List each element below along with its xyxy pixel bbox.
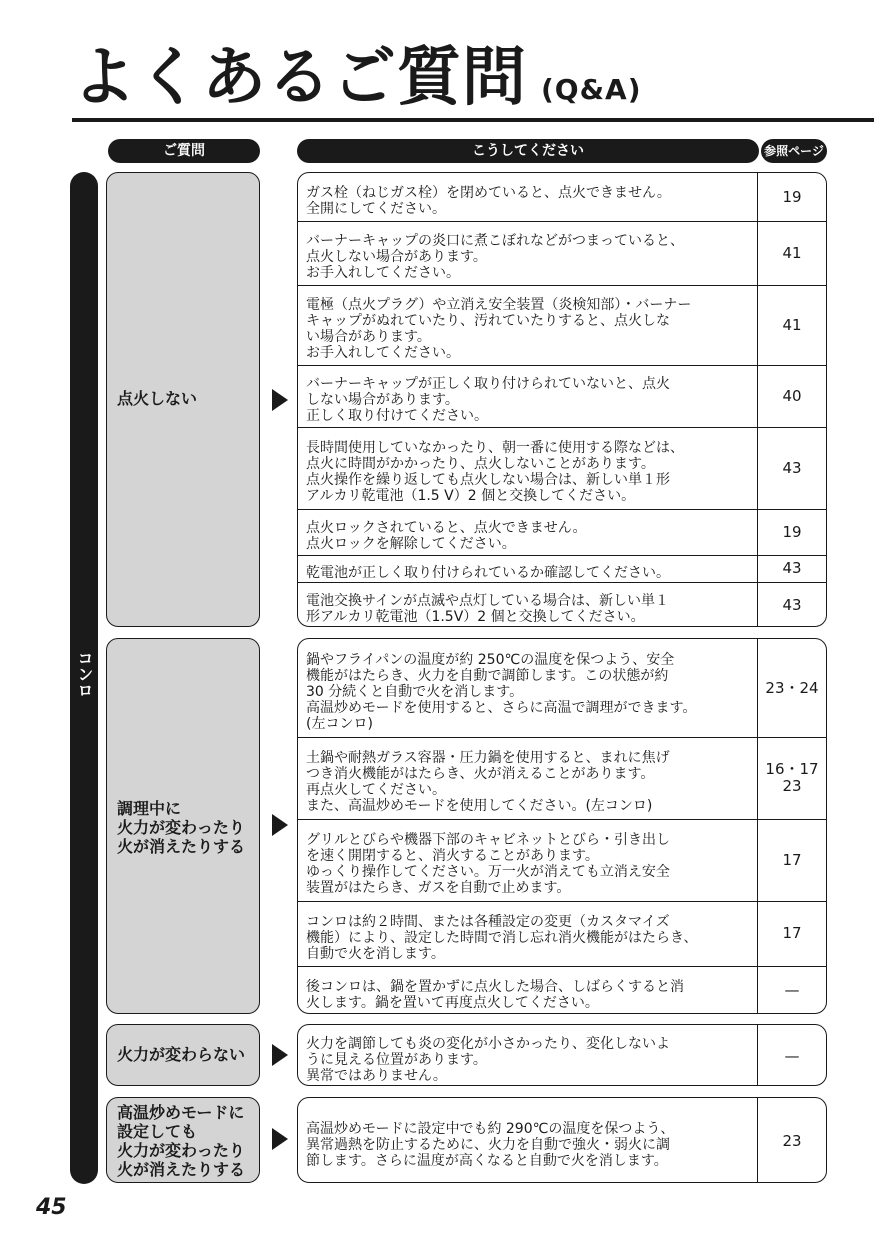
answer-text: 点火ロックされていると、点火できません。 点火ロックを解除してください。	[306, 520, 587, 552]
reference-page: 43	[757, 582, 826, 627]
reference-page: —	[757, 1025, 826, 1086]
category-label: コンロ	[75, 650, 94, 698]
answer-row	[298, 966, 826, 1014]
answer-row	[298, 1098, 826, 1183]
reference-page: 23	[757, 1098, 826, 1183]
answer-header: こうしてください	[297, 139, 759, 163]
answer-row	[298, 901, 826, 966]
arrow-icon	[272, 1128, 288, 1150]
answer-text: バーナーキャップが正しく取り付けられていないと、点火 しない場合があります。 正しく取り付けてください。	[306, 376, 670, 424]
page-title-sub: (Q&A)	[541, 73, 642, 106]
answer-text: 高温炒めモードに設定中でも約 290℃の温度を保つよう、 異常過熱を防止するために、火力を自動で強火・弱火に調 節します。さらに温度が高くなると自動で火を消します。	[306, 1121, 675, 1169]
answer-text: バーナーキャップの炎口に煮こぼれなどがつまっていると、 点火しない場合があります。 お手入れしてください。	[306, 233, 684, 281]
page-header: 参照ページ	[761, 139, 827, 163]
reference-page: 41	[757, 285, 826, 365]
reference-page: —	[757, 966, 826, 1014]
question-text: 点火しない	[117, 389, 198, 408]
question-box	[106, 638, 260, 1014]
title-rule	[72, 118, 874, 122]
answer-text: 乾電池が正しく取り付けられているか確認してください。	[306, 564, 670, 581]
reference-page: 41	[757, 221, 826, 285]
question-header: ご質問	[108, 139, 260, 163]
answer-row	[298, 509, 826, 555]
reference-page: 40	[757, 365, 826, 427]
answer-text: 電池交換サインが点滅や点灯している場合は、新しい単１ 形アルカリ乾電池（1.5V）2 個と交換してください。	[306, 593, 670, 625]
answer-row	[298, 819, 826, 901]
answer-row	[298, 1025, 826, 1086]
answer-row	[298, 173, 826, 221]
answer-row	[298, 427, 826, 509]
reference-page: 19	[757, 509, 826, 555]
answer-text: ガス栓（ねじガス栓）を閉めていると、点火できません。 全開にしてください。	[306, 185, 671, 217]
question-box	[106, 172, 260, 627]
answer-text: コンロは約２時間、または各種設定の変更（カスタマイズ 機能）により、設定した時間で消し忘れ消火機能がはたらき、 自動で火を消します。	[306, 913, 698, 962]
answer-row	[298, 737, 826, 819]
reference-page: 17	[757, 819, 826, 901]
answer-row	[298, 285, 826, 365]
answer-group	[297, 1024, 827, 1086]
question-box	[106, 1024, 260, 1086]
answer-text: 電極（点火プラグ）や立消え安全装置（炎検知部）・バーナー キャップがぬれていたり、汚れていたりすると、点火しな い場合があります。 お手入れしてください。	[306, 297, 692, 361]
reference-page: 43	[757, 555, 826, 582]
reference-page: 23・24	[757, 639, 826, 737]
answer-row	[298, 555, 826, 582]
arrow-icon	[272, 814, 288, 836]
answer-text: 火力を調節しても炎の変化が小さかったり、変化しないよ うに見える位置があります。 異常ではありません。	[306, 1036, 670, 1084]
reference-page: 19	[757, 173, 826, 221]
reference-page: 16・17 23	[757, 737, 826, 819]
answer-text: 後コンロは、鍋を置かずに点火した場合、しばらくすると消 火します。鍋を置いて再度点火してください。	[306, 978, 684, 1011]
answer-group	[297, 172, 827, 627]
page-number: 45	[36, 1195, 67, 1220]
question-box	[106, 1097, 260, 1183]
answer-row	[298, 221, 826, 285]
arrow-icon	[272, 1044, 288, 1066]
page-title	[72, 38, 641, 130]
answer-row	[298, 365, 826, 427]
arrow-icon	[272, 389, 288, 411]
question-text: 火力が変わらない	[117, 1045, 246, 1064]
reference-page: 17	[757, 901, 826, 966]
answer-text: 長時間使用していなかったり、朝一番に使用する際などは、 点火に時間がかかったり、点火しないことがあります。 点火操作を繰り返しても点火しない場合は、新しい単１形 アルカリ乾電池（1.5 V）2 個と交換してください。	[306, 440, 684, 504]
answer-text: 鍋やフライパンの温度が約 250℃の温度を保つよう、安全 機能がはたらき、火力を自動で調節します。この状態が約 30 分続くと自動で火を消します。 高温炒めモードを使用すると、さらに高温で調理ができます。 (左コンロ)	[306, 652, 697, 732]
question-text: 高温炒めモードに 設定しても 火力が変わったり 火が消えたりする	[117, 1103, 246, 1179]
page-title-main: よくあるご質問	[72, 41, 527, 115]
answer-group	[297, 638, 827, 1014]
answer-text: 土鍋や耐熱ガラス容器・圧力鍋を使用すると、まれに焦げ つき消火機能がはたらき、火が消えることがあります。 再点火してください。 また、高温炒めモードを使用してください。(左コンロ)	[306, 750, 670, 814]
answer-group	[297, 1097, 827, 1183]
reference-page: 43	[757, 427, 826, 509]
answer-row	[298, 639, 826, 737]
question-text: 調理中に 火力が変わったり 火が消えたりする	[117, 799, 246, 856]
answer-text: グリルとびらや機器下部のキャビネットとびら・引き出し を速く開閉すると、消火することがあります。 ゆっくり操作してください。万一火が消えても立消え安全 装置がはたらき、ガスを自動で止めます。	[306, 832, 670, 896]
answer-row	[298, 582, 826, 627]
